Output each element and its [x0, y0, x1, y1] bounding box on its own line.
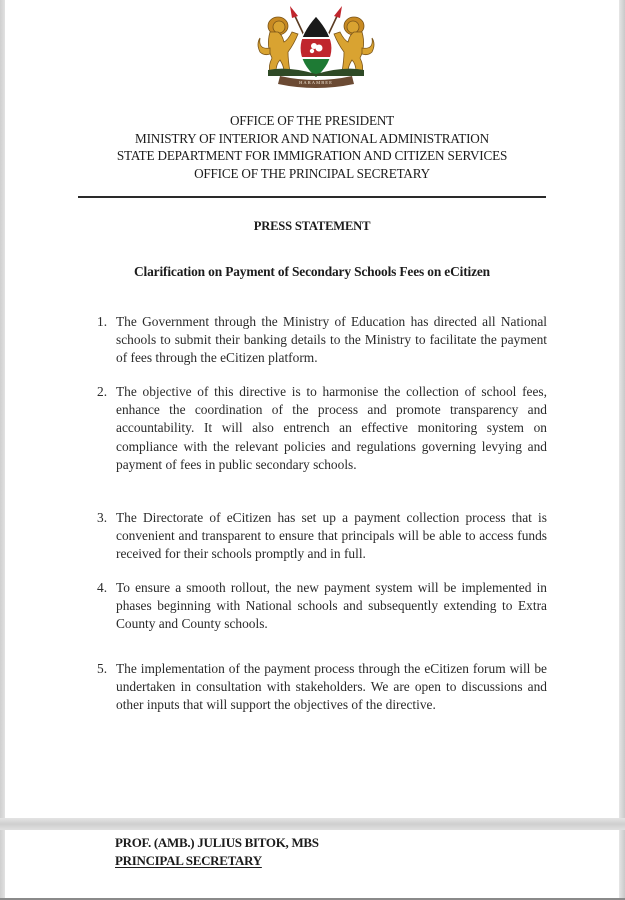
crest-motto: HARAMBEE — [299, 80, 333, 85]
document-page-2 — [5, 830, 619, 900]
viewer-frame-right — [619, 0, 625, 900]
statement-subject: Clarification on Payment of Secondary Schools Fees on eCitizen — [134, 264, 490, 279]
point-number: 1. — [97, 314, 108, 329]
kenya-coat-of-arms-icon — [248, 4, 384, 88]
page-break — [0, 818, 625, 830]
statement-point-1 — [97, 313, 547, 368]
letterhead-line-office: OFFICE OF THE PRESIDENT — [229, 113, 395, 128]
statement-point-2 — [97, 383, 547, 474]
letterhead-line-state-department: STATE DEPARTMENT FOR IMMIGRATION AND CITIZEN SERVICES — [116, 148, 508, 164]
point-number: 2. — [97, 384, 108, 399]
point-number: 5. — [97, 661, 108, 676]
letterhead-line-principal-secretary: OFFICE OF THE PRINCIPAL SECRETARY — [194, 165, 430, 181]
point-number: 4. — [97, 580, 108, 595]
letterhead-line-ministry: MINISTRY OF INTERIOR AND NATIONAL ADMINISTRATION — [135, 130, 489, 146]
letterhead-divider — [78, 196, 546, 198]
point-text: The Directorate of eCitizen has set up a payment collection process that is convenient and transparent to ensure that principals will be able to access funds received for their schools promptly and in full. — [116, 510, 547, 562]
point-text: The implementation of the payment process through the eCitizen forum will be undertaken in consultation with stakeholders. We are open to discussions and other inputs that will support the objectives of the directive. — [116, 661, 547, 713]
signatory-name: PROF. (AMB.) JULIUS BITOK, MBS — [115, 835, 319, 850]
point-text: To ensure a smooth rollout, the new payment system will be implemented in phases beginning with National schools and subsequently extending to Extra County and County schools. — [116, 580, 547, 632]
signatory-title: PRINCIPAL SECRETARY — [115, 853, 262, 868]
statement-point-4 — [97, 579, 547, 634]
document-page-1 — [5, 0, 619, 818]
press-statement-heading: PRESS STATEMENT — [253, 219, 371, 233]
signature-block — [115, 834, 319, 870]
document-letterhead — [5, 112, 619, 182]
point-text: The objective of this directive is to harmonise the collection of school fees, enhance the coordination of the process and promote transparency and accountability. It will also entrench an effective monitoring system on compliance with the relevant policies and regulations governing levying and payment of fees in public secondary schools. — [116, 384, 547, 472]
statement-point-3 — [97, 509, 547, 564]
statement-point-5 — [97, 660, 547, 715]
point-text: The Government through the Ministry of Education has directed all National schools to submit their banking details to the Ministry to facilitate the payment of fees through the eCitizen platform. — [116, 314, 547, 366]
point-number: 3. — [97, 510, 108, 525]
